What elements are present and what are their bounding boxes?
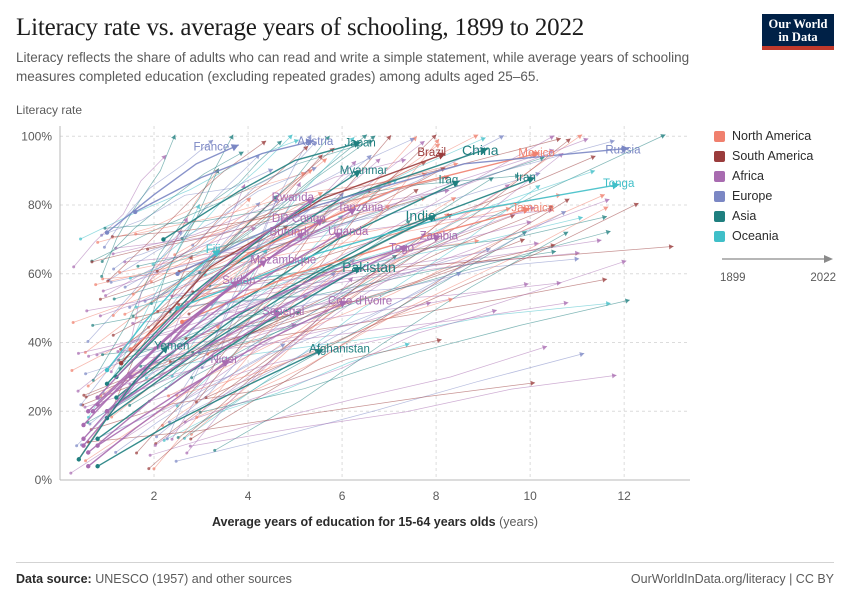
plot-area[interactable] [16, 118, 834, 538]
country-label[interactable]: Austria [297, 136, 334, 149]
x-tick-label: 12 [617, 489, 631, 503]
scatter-plot[interactable] [16, 118, 716, 538]
footer-source [16, 572, 292, 586]
country-label[interactable]: Iraq [438, 174, 459, 187]
country-label[interactable]: Afghanistan [309, 343, 370, 356]
page-title: Literacy rate vs. average years of schooling, 1899 to 2022 [16, 14, 585, 41]
country-label[interactable]: Yemen [154, 340, 190, 353]
country-label[interactable]: Iran [516, 171, 536, 184]
country-label[interactable]: Japan [344, 137, 376, 150]
y-tick-label: 80% [27, 198, 52, 213]
owid-logo[interactable] [762, 14, 834, 50]
country-label[interactable]: Mexico [518, 147, 555, 160]
legend-item-europe[interactable] [714, 188, 836, 204]
legend-label-north-america: North America [732, 129, 812, 143]
legend-label-oceania: Oceania [732, 229, 779, 243]
y-tick-label: 20% [27, 404, 52, 419]
x-axis-title: Average years of education for 15-64 years olds (years) [211, 515, 539, 529]
country-label[interactable]: Myanmar [339, 164, 388, 177]
country-label[interactable]: Burundi [269, 226, 310, 239]
time-arrow-icon [720, 253, 836, 265]
y-tick-label: 60% [27, 266, 52, 281]
country-label[interactable]: Fiji [205, 244, 221, 257]
country-trajectory[interactable] [105, 141, 239, 234]
time-end-label: 2022 [810, 272, 836, 284]
legend-swatch-oceania [714, 231, 725, 242]
legend-label-africa: Africa [732, 169, 764, 183]
country-label[interactable]: Cote d'Ivoire [327, 295, 393, 308]
legend-swatch-africa [714, 171, 725, 182]
legend-swatch-north-america [714, 131, 725, 142]
legend-item-north-america[interactable] [714, 128, 836, 144]
footer-source-label: Data source: [16, 572, 92, 586]
country-label[interactable]: Pakistan [342, 258, 396, 275]
y-tick-label: 0% [34, 473, 52, 487]
owid-logo-line1: Our World [768, 17, 828, 31]
country-label[interactable]: Tonga [603, 178, 635, 191]
footer-separator: | [789, 572, 793, 586]
country-label[interactable]: Uganda [327, 226, 369, 239]
legend-swatch-europe [714, 191, 725, 202]
country-label[interactable]: Togo [389, 242, 415, 255]
legend-label-europe: Europe [732, 189, 773, 203]
country-label[interactable]: Russia [605, 144, 641, 157]
x-tick-label: 8 [432, 489, 440, 503]
country-label[interactable]: France [193, 141, 230, 154]
country-label[interactable]: Brazil [417, 146, 447, 159]
country-label[interactable]: Senegal [262, 305, 305, 318]
page-subtitle: Literacy reflects the share of adults who can read and write a simple statement, while average years of schooling measures completed education (excluding repeated grades) among adults aged 25–65. [16, 50, 690, 85]
legend-item-oceania[interactable] [714, 228, 836, 244]
footer-source-text: UNESCO (1957) and other sources [95, 572, 292, 586]
y-tick-label: 100% [21, 129, 52, 144]
y-tick-label: 40% [27, 335, 52, 350]
legend-label-south-america: South America [732, 149, 814, 163]
x-tick-label: 10 [523, 489, 537, 503]
country-label[interactable]: Zambia [419, 230, 459, 243]
footer-links[interactable] [631, 572, 834, 586]
x-tick-label: 6 [338, 489, 346, 503]
country-label[interactable]: DR Congo [271, 212, 326, 225]
x-tick-label: 4 [244, 489, 252, 503]
footer-license[interactable]: CC BY [795, 572, 834, 586]
time-start-label: 1899 [720, 272, 746, 284]
legend[interactable] [714, 128, 836, 248]
owid-logo-line2: in Data [778, 30, 818, 45]
country-label[interactable]: Rwanda [271, 191, 314, 204]
time-direction-key [720, 252, 836, 284]
country-label[interactable]: India [405, 207, 436, 224]
legend-item-asia[interactable] [714, 208, 836, 224]
country-label[interactable]: Mozambique [250, 254, 317, 267]
country-label[interactable]: Niger [210, 354, 238, 367]
legend-swatch-south-america [714, 151, 725, 162]
footer-site-link[interactable]: OurWorldInData.org/literacy [630, 572, 786, 586]
legend-item-south-america[interactable] [714, 148, 836, 164]
country-trajectory[interactable] [95, 349, 323, 468]
legend-item-africa[interactable] [714, 168, 836, 184]
x-tick-label: 2 [150, 489, 158, 503]
footer [16, 562, 834, 586]
country-label[interactable]: Tanzania [337, 201, 384, 214]
legend-label-asia: Asia [732, 209, 757, 223]
country-label[interactable]: Sudan [222, 274, 256, 287]
country-label[interactable]: China [461, 142, 499, 159]
y-axis-label: Literacy rate [16, 103, 83, 117]
country-label[interactable]: Jamaica [511, 202, 555, 215]
legend-swatch-asia [714, 211, 725, 222]
